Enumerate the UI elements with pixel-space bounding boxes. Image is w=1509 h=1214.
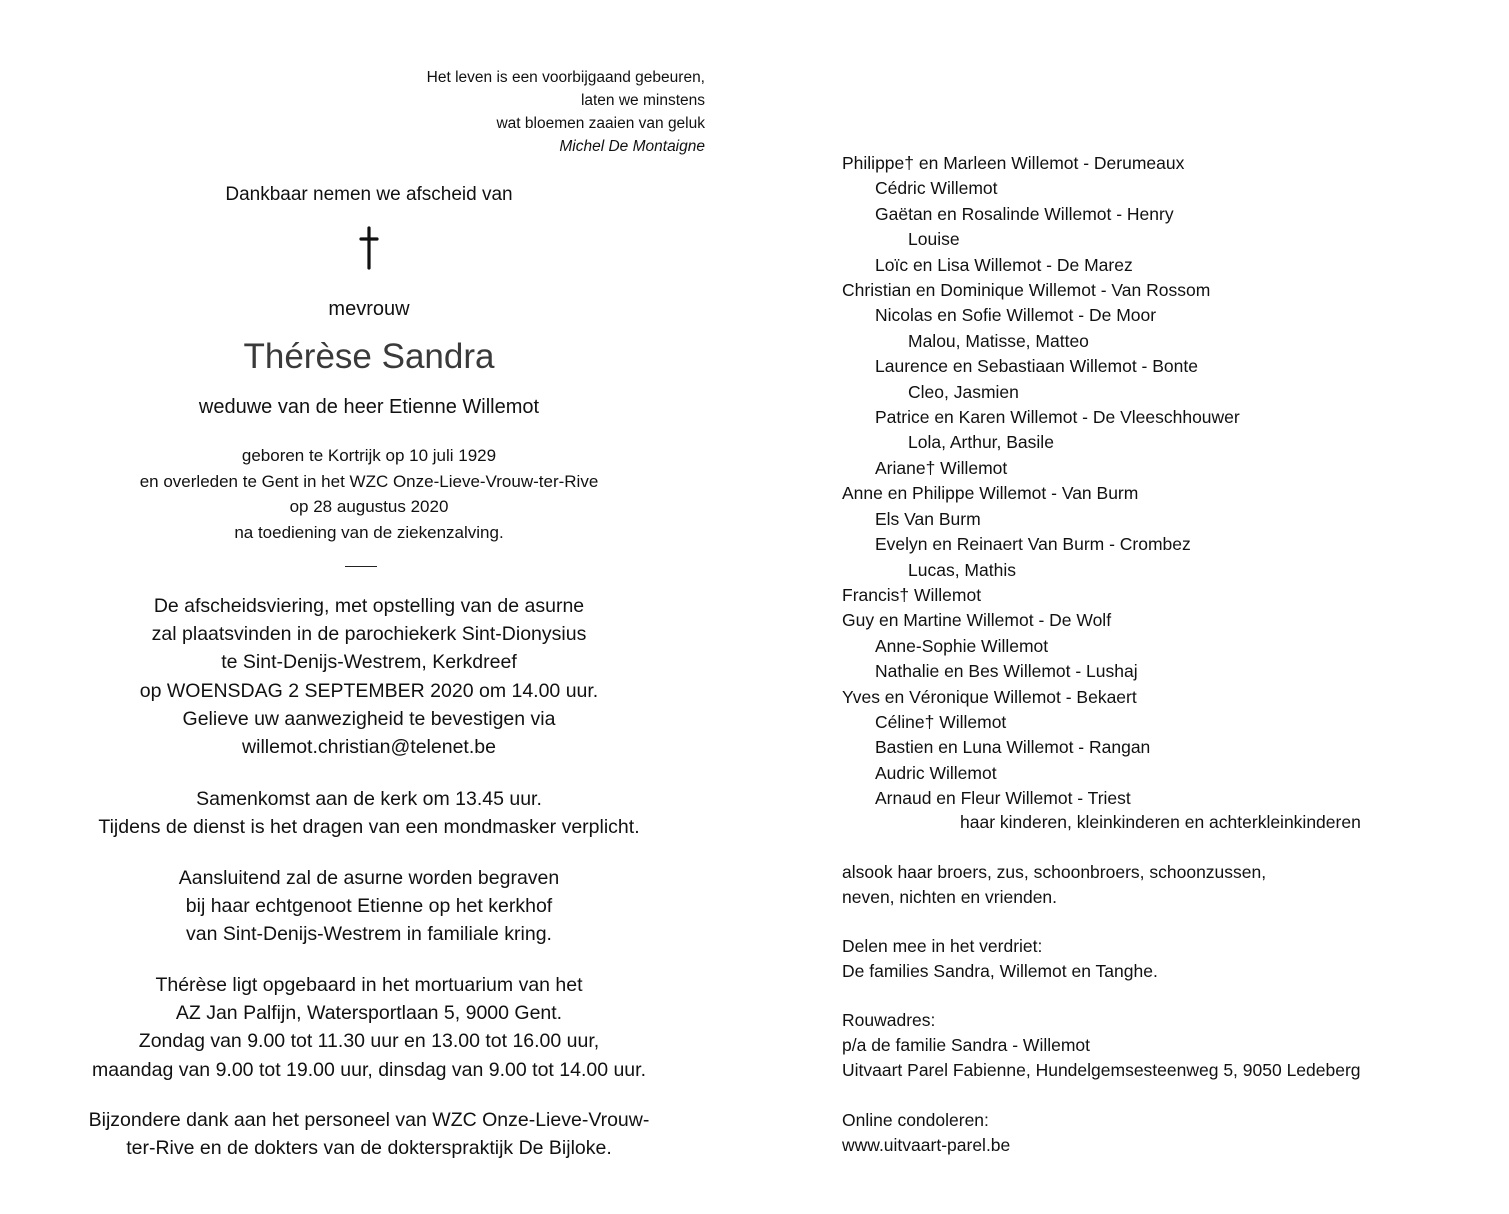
family-member: Patrice en Karen Willemot - De Vleeschhouwer xyxy=(875,407,1240,428)
family-member: Christian en Dominique Willemot - Van Rossom xyxy=(842,280,1211,301)
burial-line: van Sint-Denijs-Westrem in familiale kring. xyxy=(186,923,552,946)
grief-line: Delen mee in het verdriet: xyxy=(842,936,1043,956)
contact-email: willemot.christian@telenet.be xyxy=(242,736,496,759)
intro-text: Dankbaar nemen we afscheid van xyxy=(225,184,513,205)
online-url: www.uitvaart-parel.be xyxy=(842,1134,1011,1155)
family-member: Loïc en Lisa Willemot - De Marez xyxy=(875,254,1133,275)
ceremony-line: zal plaatsvinden in de parochiekerk Sint-Dionysius xyxy=(151,623,587,646)
thanks-line: Bijzondere dank aan het personeel van WZC Onze-Lieve-Vrouw- xyxy=(88,1109,650,1131)
quote-line: Het leven is een voorbijgaand gebeuren, xyxy=(426,69,705,86)
relatives-block xyxy=(842,860,1266,910)
family-member: Cédric Willemot xyxy=(875,178,998,199)
deceased-name: Thérèse Sandra xyxy=(243,337,495,376)
mortuary-line: Thérèse ligt opgebaard in het mortuarium van het xyxy=(155,974,583,996)
online-line: Online condoleren: xyxy=(842,1110,989,1130)
family-list xyxy=(842,151,1240,812)
family-member: Guy en Martine Willemot - De Wolf xyxy=(842,610,1112,631)
mortuary-line: Zondag van 9.00 tot 11.30 uur en 13.00 tot 16.00 uur, xyxy=(138,1030,600,1053)
gathering-block xyxy=(60,785,678,841)
cross-icon xyxy=(60,226,678,275)
death-line: en overleden te Gent in het WZC Onze-Lieve-Vrouw-ter-Rive xyxy=(139,471,599,491)
ceremony-line: De afscheidsviering, met opstelling van de asurne xyxy=(153,595,585,617)
sacrament-line: na toediening van de ziekenzalving. xyxy=(234,522,504,542)
thanks-block xyxy=(60,1106,678,1162)
quote-block xyxy=(427,66,705,158)
family-member: Lola, Arthur, Basile xyxy=(908,432,1054,453)
family-member: Yves en Véronique Willemot - Bekaert xyxy=(842,686,1137,707)
family-member: Francis† Willemot xyxy=(842,584,982,605)
family-suffix: haar kinderen, kleinkinderen en achterkleinkinderen xyxy=(960,812,1361,832)
address-line: Rouwadres: xyxy=(842,1010,936,1030)
quote-author: Michel De Montaigne xyxy=(559,138,705,155)
address-block xyxy=(842,1008,1361,1082)
family-member: Céline† Willemot xyxy=(875,711,1007,732)
family-member: Louise xyxy=(908,229,960,250)
online-block xyxy=(842,1108,1010,1158)
mortuary-line: AZ Jan Palfijn, Watersportlaan 5, 9000 Gent. xyxy=(175,1002,563,1025)
family-member: Evelyn en Reinaert Van Burm - Crombez xyxy=(875,534,1191,555)
quote-line: laten we minstens xyxy=(580,92,705,109)
family-member: Bastien en Luna Willemot - Rangan xyxy=(875,737,1151,758)
widow-line: weduwe van de heer Etienne Willemot xyxy=(198,396,540,418)
ceremony-line: op WOENSDAG 2 SEPTEMBER 2020 om 14.00 uur. xyxy=(139,679,599,702)
relatives-line: neven, nichten en vrienden. xyxy=(842,886,1058,907)
family-member: Philippe† en Marleen Willemot - Derumeaux xyxy=(842,153,1185,173)
burial-block xyxy=(60,864,678,949)
mortuary-block xyxy=(60,971,678,1084)
death-date: op 28 augustus 2020 xyxy=(289,497,449,516)
birth-line: geboren te Kortrijk op 10 juli 1929 xyxy=(241,446,497,465)
ceremony-line: Gelieve uw aanwezigheid te bevestigen via xyxy=(182,707,556,730)
salutation: mevrouw xyxy=(328,298,410,320)
grief-line: De families Sandra, Willemot en Tanghe. xyxy=(842,960,1158,981)
gathering-line: Tijdens de dienst is het dragen van een mondmasker verplicht. xyxy=(98,816,640,839)
address-line: Uitvaart Parel Fabienne, Hundelgemsesteenweg 5, 9050 Ledeberg xyxy=(842,1059,1361,1080)
ceremony-block xyxy=(60,592,678,761)
relatives-line: alsook haar broers, zus, schoonbroers, schoonzussen, xyxy=(842,862,1267,882)
quote-line: wat bloemen zaaien van geluk xyxy=(496,115,705,132)
address-line: p/a de familie Sandra - Willemot xyxy=(842,1034,1091,1055)
family-member: Arnaud en Fleur Willemot - Triest xyxy=(875,788,1131,809)
family-member: Nicolas en Sofie Willemot - De Moor xyxy=(875,305,1157,326)
ceremony-line: te Sint-Denijs-Westrem, Kerkdreef xyxy=(221,651,517,674)
family-member: Anne-Sophie Willemot xyxy=(875,635,1049,656)
family-member: Gaëtan en Rosalinde Willemot - Henry xyxy=(875,203,1174,224)
divider xyxy=(345,566,377,567)
family-member: Ariane† Willemot xyxy=(875,457,1008,478)
grief-block xyxy=(842,934,1158,984)
family-member: Nathalie en Bes Willemot - Lushaj xyxy=(875,661,1138,682)
family-member: Cleo, Jasmien xyxy=(908,381,1019,402)
birth-death-block xyxy=(60,443,678,545)
family-member: Lucas, Mathis xyxy=(908,559,1016,580)
family-member: Anne en Philippe Willemot - Van Burm xyxy=(842,483,1139,504)
gathering-line: Samenkomst aan de kerk om 13.45 uur. xyxy=(196,788,542,810)
family-member: Audric Willemot xyxy=(875,762,997,783)
burial-line: Aansluitend zal de asurne worden begraven xyxy=(178,867,560,889)
thanks-line: ter-Rive en de dokters van de dokterspraktijk De Bijloke. xyxy=(126,1137,612,1160)
family-member: Malou, Matisse, Matteo xyxy=(908,330,1089,351)
mortuary-line: maandag van 9.00 tot 19.00 uur, dinsdag van 9.00 tot 14.00 uur. xyxy=(91,1058,646,1081)
family-member: Laurence en Sebastiaan Willemot - Bonte xyxy=(875,356,1198,377)
burial-line: bij haar echtgenoot Etienne op het kerkhof xyxy=(185,895,553,918)
family-member: Els Van Burm xyxy=(875,508,981,529)
